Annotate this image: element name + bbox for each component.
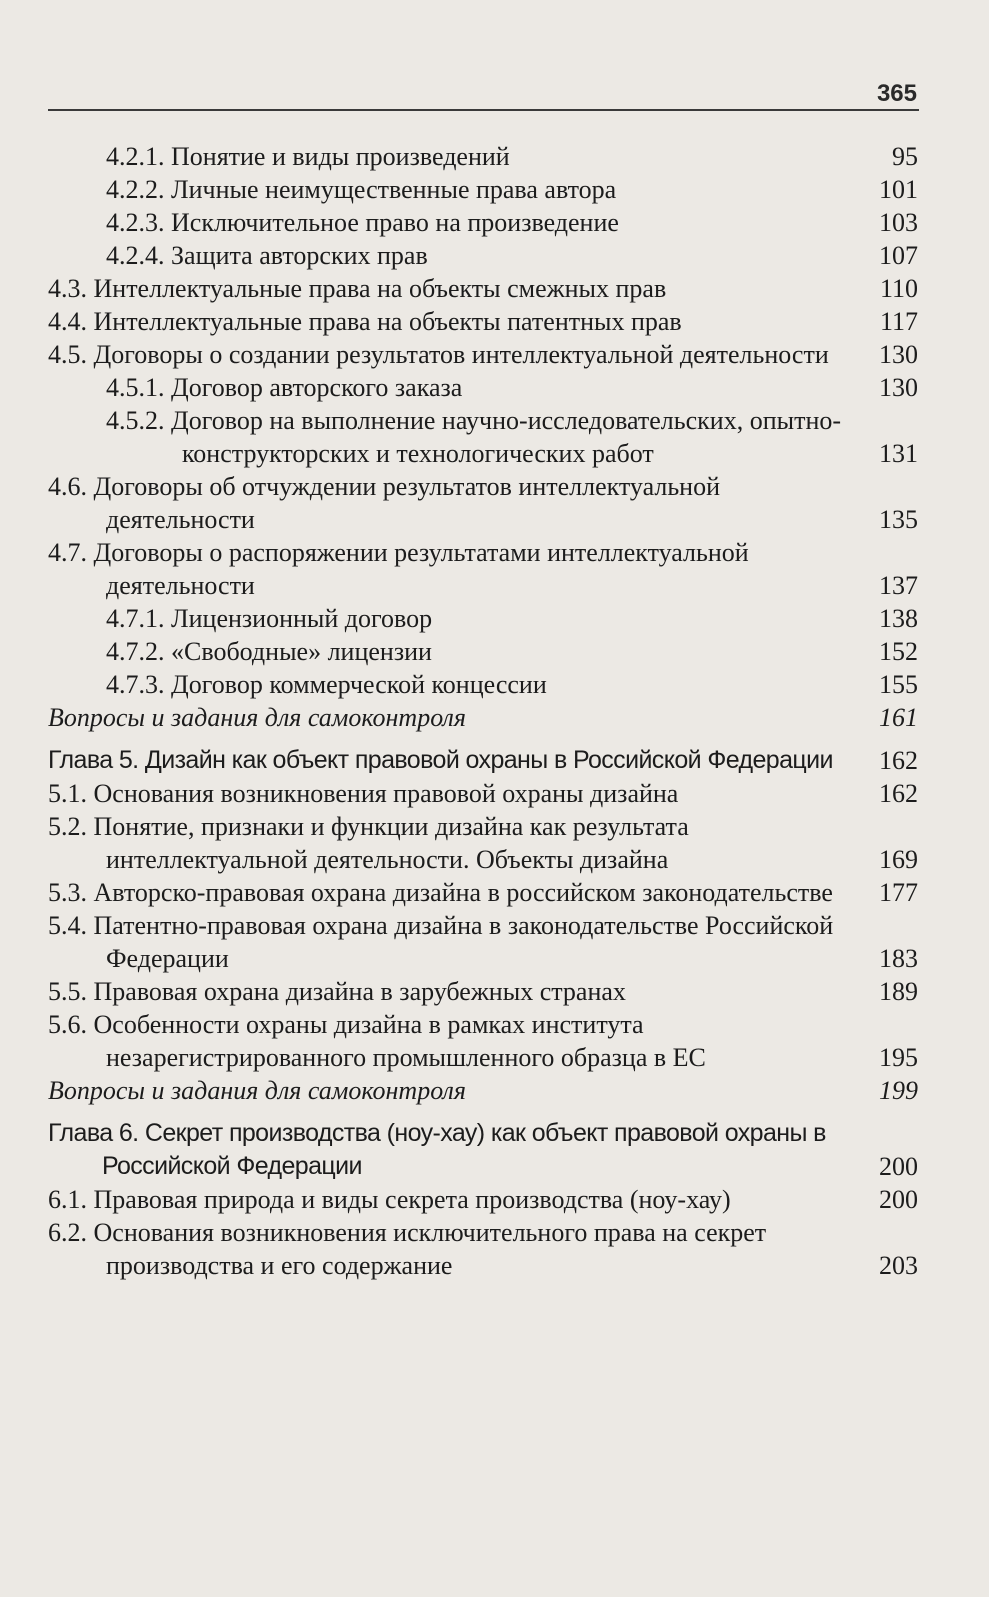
toc-entry-title: 4.2.4. Защита авторских прав (106, 241, 428, 270)
toc-entry-page: 135 (879, 505, 918, 534)
toc-entry-page: 195 (879, 1043, 918, 1072)
toc-entry-title: Вопросы и задания для самоконтроля (48, 703, 466, 732)
toc-entry-4-4[interactable] (48, 305, 918, 338)
toc-entry-title: 5.4. Патентно-правовая охрана дизайна в законодательстве Российской Федерации (48, 911, 834, 973)
toc-entry-self-check-4[interactable] (48, 701, 918, 734)
toc-entry-page: 203 (879, 1251, 918, 1280)
toc-entry-page: 199 (879, 1076, 918, 1105)
toc-entry-page: 117 (879, 307, 918, 336)
toc-entry-5-4[interactable] (48, 909, 918, 975)
toc-entry-4-7-3[interactable] (48, 668, 918, 701)
toc-entry-title: 4.7. Договоры о распоряжении результатами интеллектуальной деятельности (48, 538, 749, 600)
toc-entry-4-2-2[interactable] (48, 173, 918, 206)
toc-entry-4-5[interactable] (48, 338, 918, 371)
toc-entry-page: 103 (879, 208, 918, 237)
toc-entry-5-6[interactable] (48, 1008, 918, 1074)
toc-entry-title: 4.6. Договоры об отчуждении результатов интеллектуальной деятельности (48, 472, 721, 534)
toc-entry-4-2-4[interactable] (48, 239, 918, 272)
toc-entry-page: 177 (879, 878, 918, 907)
toc-entry-title: 4.5.2. Договор на выполнение научно-исследовательских, опытно-конструкторских и технологических работ (106, 406, 842, 468)
toc-entry-6-1[interactable] (48, 1183, 918, 1216)
toc-entry-self-check-5[interactable] (48, 1074, 918, 1107)
toc-entry-title: 5.6. Особенности охраны дизайна в рамках института незарегистрированного промышленного образца в ЕС (48, 1010, 706, 1072)
toc-entry-5-1[interactable] (48, 777, 918, 810)
toc-entry-page: 130 (879, 340, 918, 369)
toc-entry-title: 5.3. Авторско-правовая охрана дизайна в российском законодательстве (48, 878, 833, 907)
toc-chapter-title: Глава 6. Секрет производства (ноу-хау) как объект правовой охраны в Российской Федерации (48, 1119, 826, 1180)
toc-entry-4-3[interactable] (48, 272, 918, 305)
toc-entry-page: 200 (879, 1185, 918, 1214)
toc-entry-page: 137 (879, 571, 918, 600)
toc-entry-title: 5.5. Правовая охрана дизайна в зарубежных странах (48, 977, 626, 1006)
toc-entry-4-7[interactable] (48, 536, 918, 602)
toc-entry-page: 152 (879, 637, 918, 666)
toc-entry-title: 4.7.1. Лицензионный договор (106, 604, 433, 633)
toc-entry-page: 162 (879, 746, 918, 775)
toc-entry-6-2[interactable] (48, 1216, 918, 1282)
toc-entry-chapter-5[interactable] (48, 744, 918, 777)
toc-entry-title: 4.2.2. Личные неимущественные права автора (106, 175, 617, 204)
toc-entry-title: 6.2. Основания возникновения исключительного права на секрет производства и его содержание (48, 1218, 767, 1280)
toc-entry-5-3[interactable] (48, 876, 918, 909)
toc-entry-4-2-3[interactable] (48, 206, 918, 239)
toc-entry-5-2[interactable] (48, 810, 918, 876)
toc-entry-page: 161 (879, 703, 918, 732)
toc-entry-4-6[interactable] (48, 470, 918, 536)
toc-entry-page: 131 (879, 439, 918, 468)
toc-entry-title: 4.4. Интеллектуальные права на объекты патентных прав (48, 307, 682, 336)
toc-entry-4-5-2[interactable] (48, 404, 918, 470)
toc-entry-page: 200 (879, 1152, 918, 1181)
toc-entry-4-7-1[interactable] (48, 602, 918, 635)
toc-entry-title: 4.2.3. Исключительное право на произведение (106, 208, 619, 237)
toc-entry-title: 5.2. Понятие, признаки и функции дизайна как результата интеллектуальной деятельности. Объекты дизайна (48, 812, 689, 874)
toc-entry-page: 162 (879, 779, 918, 808)
toc-entry-title: 4.3. Интеллектуальные права на объекты смежных прав (48, 274, 667, 303)
page-number: 365 (876, 80, 917, 107)
toc-entry-page: 110 (879, 274, 918, 303)
toc-entry-page: 138 (879, 604, 918, 633)
toc-entry-title: 4.7.2. «Свободные» лицензии (106, 637, 432, 666)
toc-entry-title: 4.5.1. Договор авторского заказа (106, 373, 463, 402)
toc-entry-title: 5.1. Основания возникновения правовой охраны дизайна (48, 779, 679, 808)
toc-chapter-title: Глава 5. Дизайн как объект правовой охраны в Российской Федерации (48, 746, 833, 774)
toc-entry-title: 4.2.1. Понятие и виды произведений (106, 142, 510, 171)
toc-entry-page: 101 (879, 175, 918, 204)
table-of-contents (48, 140, 918, 1282)
toc-entry-title: Вопросы и задания для самоконтроля (48, 1076, 466, 1105)
toc-entry-5-5[interactable] (48, 975, 918, 1008)
toc-entry-title: 4.7.3. Договор коммерческой концессии (106, 670, 547, 699)
toc-entry-4-2-1[interactable] (48, 140, 918, 173)
header-rule (48, 109, 919, 111)
toc-entry-4-5-1[interactable] (48, 371, 918, 404)
toc-entry-title: 4.5. Договоры о создании результатов интеллектуальной деятельности (48, 340, 829, 369)
toc-entry-page: 95 (892, 142, 918, 171)
toc-entry-page: 189 (879, 977, 918, 1006)
toc-entry-chapter-6[interactable] (48, 1117, 918, 1183)
toc-entry-title: 6.1. Правовая природа и виды секрета производства (ноу-хау) (48, 1185, 731, 1214)
toc-entry-page: 169 (879, 845, 918, 874)
toc-entry-page: 130 (879, 373, 918, 402)
toc-entry-page: 107 (879, 241, 918, 270)
toc-entry-page: 155 (879, 670, 918, 699)
toc-entry-4-7-2[interactable] (48, 635, 918, 668)
toc-entry-page: 183 (879, 944, 918, 973)
